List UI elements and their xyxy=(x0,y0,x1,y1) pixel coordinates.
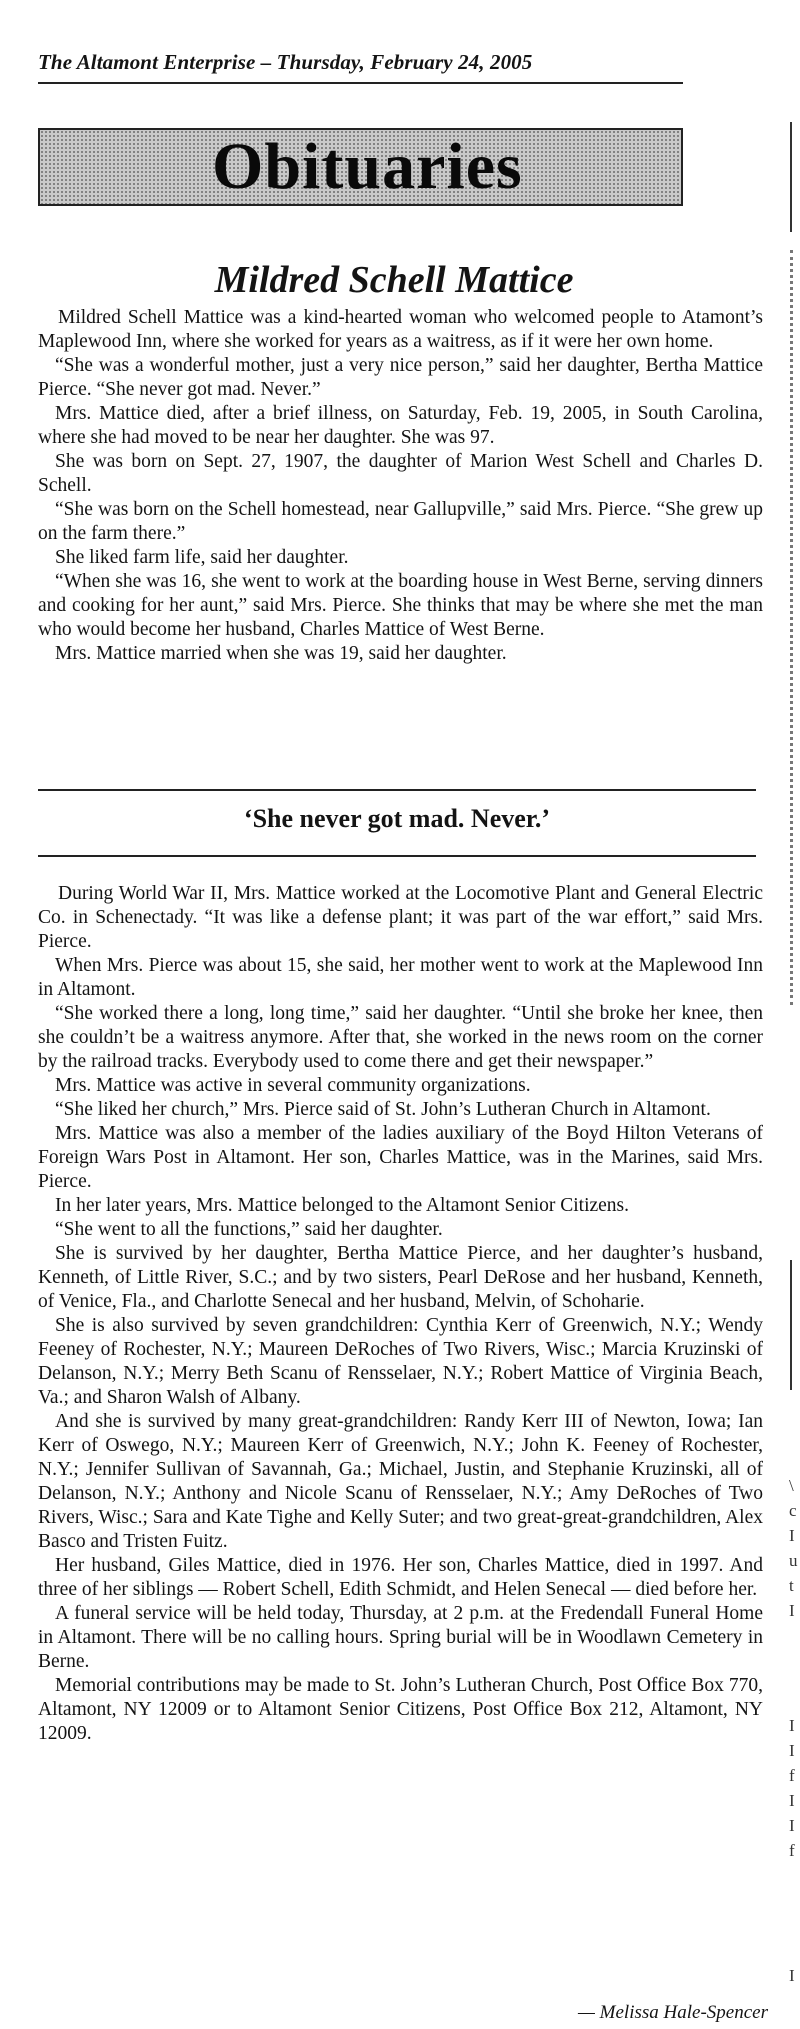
adjacent-column-fragment: I xyxy=(789,1816,795,1835)
paragraph: She was born on Sept. 27, 1907, the daughter of Marion West Schell and Charles D. Schell. xyxy=(38,451,763,496)
paragraph: “When she was 16, she went to work at the boarding house in West Berne, serving dinners and cooking for her aunt,” said Mrs. Pierce. She thinks that may be where she met the man who would become her husband, Charles Mattice of West Berne. xyxy=(38,571,763,640)
adjacent-column-fragment: \ xyxy=(789,1476,794,1495)
pull-quote-rule-bottom xyxy=(38,855,756,857)
paragraph: “She was a wonderful mother, just a very nice person,” said her daughter, Bertha Mattice Pierce. “She never got mad. Never.” xyxy=(38,355,763,400)
paragraph: She liked farm life, said her daughter. xyxy=(55,547,349,568)
adjacent-column-shading xyxy=(790,250,793,1005)
adjacent-column-fragment: I xyxy=(789,1966,795,1985)
paragraph: “She went to all the functions,” said her daughter. xyxy=(55,1219,443,1240)
adjacent-column-box-edge xyxy=(790,1260,792,1390)
adjacent-column-fragment: I xyxy=(789,1601,795,1620)
adjacent-column-fragment: c xyxy=(789,1501,797,1520)
adjacent-column-rule xyxy=(790,122,792,232)
section-banner-title: Obituaries xyxy=(212,130,523,203)
paragraph: In her later years, Mrs. Mattice belonged to the Altamont Senior Citizens. xyxy=(55,1195,630,1216)
paragraph: Mildred Schell Mattice was a kind-hearted woman who welcomed people to Atamont’s Maplewood Inn, where she worked for years as a waitress, as if it were her own home. xyxy=(38,307,763,352)
adjacent-column-fragment: I xyxy=(789,1791,795,1810)
paragraph: During World War II, Mrs. Mattice worked at the Locomotive Plant and General Electric Co. in Schenectady. “It was like a defense plant; it was part of the war effort,” said Mrs. Pierce. xyxy=(38,883,763,952)
paragraph: She is also survived by seven grandchildren: Cynthia Kerr of Greenwich, N.Y.; Wendy Feeney of Rochester, N.Y.; Maureen DeRoches of Two Rivers, Wisc.; Marcia Kruzinski of Delanson, N.Y.; Merry Beth Scanu of Rensselaer, N.Y.; Robert Mattice of Virginia Beach, Va.; and Sharon Walsh of Albany. xyxy=(38,1315,763,1408)
masthead: The Altamont Enterprise – Thursday, February 24, 2005 xyxy=(38,50,533,74)
paragraph: Memorial contributions may be made to St. John’s Lutheran Church, Post Office Box 770, Altamont, NY 12009 or to Altamont Senior Citizens, Post Office Box 212, Altamont, NY 12009. xyxy=(38,1675,763,1744)
pull-quote: ‘She never got mad. Never.’ xyxy=(243,804,551,833)
article-body-top xyxy=(38,306,763,666)
paragraph: And she is survived by many great-grandchildren: Randy Kerr III of Newton, Iowa; Ian Kerr of Oswego, N.Y.; Maureen Kerr of Greenwich, N.Y.; John K. Feeney of Rochester, N.Y.; Jennifer Sullivan of Savannah, Ga.; Michael, Justin, and Stephanie Kruzinski, all of Delanson, N.Y.; Anthony and Nicole Scanu of Rensselaer, N.Y.; Amy DeRoches of Two Rivers, Wisc.; Sara and Kate Tighe and Kelly Suter; and two great-great-grandchildren, Alex Basco and Tristen Fuitz. xyxy=(38,1411,763,1552)
paragraph: “She liked her church,” Mrs. Pierce said of St. John’s Lutheran Church in Altamont. xyxy=(55,1099,711,1120)
section-banner xyxy=(38,128,683,206)
adjacent-column-fragment: I xyxy=(789,1526,795,1545)
article-body-bottom xyxy=(38,882,763,1746)
paragraph: She is survived by her daughter, Bertha Mattice Pierce, and her daughter’s husband, Kenneth, of Little River, S.C.; and by two sisters, Pearl DeRose and her husband, Kenneth, of Venice, Fla., and Charlotte Senecal and her husband, Melvin, of Schoharie. xyxy=(38,1243,763,1312)
adjacent-column-fragment: f xyxy=(789,1766,795,1785)
paragraph: Her husband, Giles Mattice, died in 1976. Her son, Charles Mattice, died in 1997. And three of her siblings — Robert Schell, Edith Schmidt, and Helen Senecal — died before her. xyxy=(38,1555,763,1600)
adjacent-column-fragment: I xyxy=(789,1741,795,1760)
pull-quote-rule-top xyxy=(38,789,756,791)
masthead-rule xyxy=(38,82,683,84)
adjacent-column-fragment: u xyxy=(789,1551,798,1570)
paragraph: Mrs. Mattice was active in several community organizations. xyxy=(55,1075,531,1096)
paragraph: Mrs. Mattice married when she was 19, said her daughter. xyxy=(55,643,507,664)
adjacent-column-fragment: I xyxy=(789,1716,795,1735)
adjacent-column-fragment: t xyxy=(789,1576,794,1595)
paragraph: When Mrs. Pierce was about 15, she said, her mother went to work at the Maplewood Inn in Altamont. xyxy=(38,955,763,1000)
paragraph: “She worked there a long, long time,” said her daughter. “Until she broke her knee, then she couldn’t be a waitress anymore. After that, she worked in the news room on the corner by the railroad tracks. Everybody used to come there and get their newspaper.” xyxy=(38,1003,763,1072)
adjacent-column-fragment: f xyxy=(789,1841,795,1860)
paragraph: “She was born on the Schell homestead, near Gallupville,” said Mrs. Pierce. “She grew up on the farm there.” xyxy=(38,499,763,544)
paragraph: Mrs. Mattice was also a member of the ladies auxiliary of the Boyd Hilton Veterans of Foreign Wars Post in Altamont. Her son, Charles Mattice, was in the Marines, said Mrs. Pierce. xyxy=(38,1123,763,1192)
paragraph: Mrs. Mattice died, after a brief illness, on Saturday, Feb. 19, 2005, in South Carolina, where she had moved to be near her daughter. She was 97. xyxy=(38,403,763,448)
obituary-headline: Mildred Schell Mattice xyxy=(214,259,574,301)
byline: — Melissa Hale-Spencer xyxy=(578,2002,768,2023)
paragraph: A funeral service will be held today, Thursday, at 2 p.m. at the Fredendall Funeral Home in Altamont. There will be no calling hours. Spring burial will be in Woodlawn Cemetery in Berne. xyxy=(38,1603,763,1672)
